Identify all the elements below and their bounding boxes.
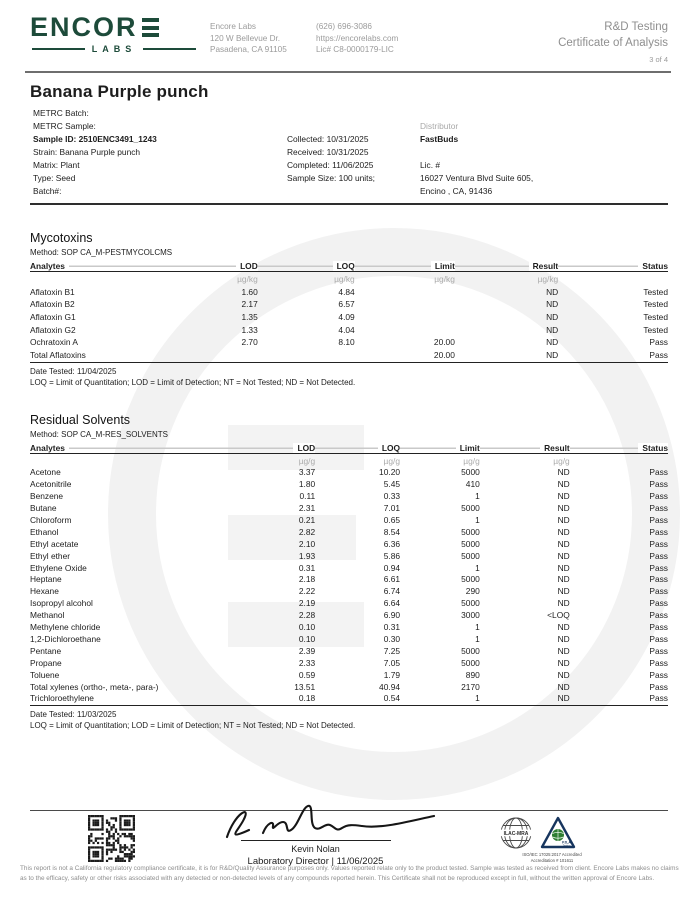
cell-loq: 0.65 xyxy=(383,514,401,525)
cell-status: Pass xyxy=(649,598,668,609)
signer-name: Kevin Nolan xyxy=(291,844,340,854)
cell-lod: 1.93 xyxy=(298,550,316,561)
lab-phone: (626) 696-3086 xyxy=(316,22,372,31)
sample-fields xyxy=(33,107,287,198)
cell-status: Pass xyxy=(649,693,668,704)
qr-code xyxy=(88,815,135,862)
table-row xyxy=(30,527,668,539)
cell-loq: 1.79 xyxy=(383,669,401,680)
col-result: Result xyxy=(455,261,558,272)
cell-limit: 20.00 xyxy=(433,350,455,361)
col-status: Status xyxy=(570,443,668,454)
cell-limit: 1 xyxy=(475,622,480,633)
report-type-block xyxy=(558,20,668,64)
cell-limit xyxy=(355,311,455,324)
cell-loq: 40.94 xyxy=(379,681,401,692)
lab-street: 120 W Bellevue Dr. xyxy=(210,33,281,43)
table-row xyxy=(30,622,668,634)
svg-text:ILAC-MRA: ILAC-MRA xyxy=(503,830,529,837)
cell-lod xyxy=(170,349,257,362)
table-row xyxy=(30,693,668,705)
col-status: Status xyxy=(558,261,668,272)
cell-loq: 0.31 xyxy=(383,622,401,633)
units-result: µg/kg xyxy=(537,274,559,285)
mycotoxins-method: Method: SOP CA_M-PESTMYCOLCMS xyxy=(30,248,173,258)
mycotoxins-date-tested: Date Tested: 11/04/2025 xyxy=(30,366,117,376)
signature-block xyxy=(135,797,496,867)
mycotoxins-table xyxy=(30,261,668,363)
cell-lod: 0.18 xyxy=(298,693,316,704)
distributor-license-label: Lic. # xyxy=(420,160,441,171)
mycotoxins-section xyxy=(30,231,668,387)
residual-solvents-units-row xyxy=(30,453,668,467)
cell-loq: 6.74 xyxy=(383,586,401,597)
cell-loq: 7.01 xyxy=(383,502,401,513)
cell-limit: 1 xyxy=(475,491,480,502)
col-lod: LOD xyxy=(170,261,257,272)
table-row xyxy=(30,491,668,503)
cell-loq: 6.61 xyxy=(383,574,401,585)
cell-result: ND xyxy=(557,598,570,609)
cell-result: ND xyxy=(546,286,559,297)
table-row xyxy=(30,574,668,586)
cell-analyte: Propane xyxy=(30,657,62,668)
table-row xyxy=(30,551,668,563)
cell-limit: 1 xyxy=(475,693,480,704)
sample-field-line: Strain: Banana Purple punch xyxy=(33,147,141,158)
cell-analyte: Benzene xyxy=(30,491,64,502)
table-row xyxy=(30,286,668,299)
svg-text:PJLA: PJLA xyxy=(562,840,571,845)
cell-loq: 6.36 xyxy=(383,538,401,549)
table-row xyxy=(30,324,668,337)
cell-analyte: Isopropyl alcohol xyxy=(30,598,93,609)
table-row xyxy=(30,586,668,598)
cell-analyte: Methanol xyxy=(30,610,65,621)
units-blank xyxy=(30,453,221,467)
lab-contact-block xyxy=(316,21,398,56)
cell-status: Pass xyxy=(649,633,668,644)
cell-lod: 2.70 xyxy=(241,337,258,348)
col-limit: Limit xyxy=(355,261,455,272)
col-loq: LOQ xyxy=(258,261,355,272)
cell-status: Pass xyxy=(649,538,668,549)
units-lod: µg/g xyxy=(298,455,316,466)
cell-analyte: Heptane xyxy=(30,574,62,585)
cell-status: Pass xyxy=(649,657,668,668)
cell-limit: 20.00 xyxy=(433,337,455,348)
sample-date-line: Received: 10/31/2025 xyxy=(287,147,369,158)
cell-analyte: Ethylene Oxide xyxy=(30,562,87,573)
units-blank xyxy=(30,272,170,286)
cell-lod: 1.33 xyxy=(241,324,258,335)
report-title: Certificate of Analysis xyxy=(558,36,668,49)
cell-status: Pass xyxy=(649,479,668,490)
sample-field-line: METRC Sample: xyxy=(33,121,96,132)
cell-loq xyxy=(258,349,355,362)
cell-analyte: Pentane xyxy=(30,645,62,656)
residual-solvents-date-tested: Date Tested: 11/03/2025 xyxy=(30,710,117,720)
signature-underline xyxy=(241,840,391,841)
cell-limit: 5000 xyxy=(461,526,480,537)
cell-loq: 8.10 xyxy=(338,337,355,348)
cell-result: ND xyxy=(546,324,559,335)
cell-lod: 2.82 xyxy=(298,526,316,537)
accreditation-standard: ISO/IEC 17025:2017 Accredited xyxy=(522,852,582,857)
cell-limit: 5000 xyxy=(461,657,480,668)
table-row xyxy=(30,479,668,491)
cell-analyte: Total xylenes (ortho-, meta-, para-) xyxy=(30,681,159,692)
col-result: Result xyxy=(480,443,570,454)
table-row xyxy=(30,298,668,311)
lab-name: Encore Labs xyxy=(210,22,256,31)
table-row xyxy=(30,336,668,349)
cell-loq: 5.86 xyxy=(383,550,401,561)
table-row xyxy=(30,670,668,682)
cell-lod: 2.18 xyxy=(298,574,316,585)
cell-status: Pass xyxy=(649,526,668,537)
mycotoxins-legend: LOQ = Limit of Quantitation; LOD = Limit of Detection; NT = Not Tested; ND = Not Detected. xyxy=(30,377,356,387)
residual-solvents-section xyxy=(30,413,668,731)
cell-limit: 290 xyxy=(465,586,480,597)
cell-status: Pass xyxy=(649,467,668,478)
cell-status: Pass xyxy=(649,610,668,621)
table-row xyxy=(30,349,668,362)
cell-limit: 5000 xyxy=(461,467,480,478)
table-row xyxy=(30,515,668,527)
cell-result: ND xyxy=(546,350,559,361)
lab-website-link[interactable]: https://encorelabs.com xyxy=(316,33,399,43)
cell-status: Pass xyxy=(649,622,668,633)
cell-status: Pass xyxy=(649,586,668,597)
page-title: Banana Purple punch xyxy=(30,82,209,102)
disclaimer-text: This report is not a California regulatory compliance certificate, it is for R&D/Quality Assurance purposes only. Values reported relate only to the product tested. Sample was tested as received from client. Encore Labs makes no claims as to the efficacy, safety or other risks associated with any detected or non-detected levels of any compounds reported herein. This Certificate shall not be reproduced except in full, without the written approval of Encore Labs. xyxy=(20,865,679,882)
table-row xyxy=(30,539,668,551)
cell-result: ND xyxy=(557,562,570,573)
cell-analyte: Toluene xyxy=(30,669,60,680)
cell-limit xyxy=(355,286,455,299)
cell-loq: 7.25 xyxy=(383,645,401,656)
cell-limit: 1 xyxy=(475,562,480,573)
sample-field-line: Type: Seed xyxy=(33,173,76,184)
sample-field-line: Batch#: xyxy=(33,186,62,197)
cell-result: ND xyxy=(557,479,570,490)
cell-analyte: Ethanol xyxy=(30,526,59,537)
cell-lod: 0.11 xyxy=(299,491,316,502)
spacer xyxy=(420,146,668,159)
cell-limit: 5000 xyxy=(461,502,480,513)
report-type: R&D Testing xyxy=(604,21,668,33)
units-blank xyxy=(570,453,668,467)
sample-date-line: Completed: 11/06/2025 xyxy=(287,160,374,171)
cell-lod: 3.37 xyxy=(298,467,316,478)
cell-lod: 0.21 xyxy=(298,514,316,525)
cell-status: Pass xyxy=(649,502,668,513)
cell-lod: 2.28 xyxy=(298,610,316,621)
cell-lod: 1.60 xyxy=(241,286,258,297)
distributor-address-2: Encino , CA, 91436 xyxy=(420,186,493,197)
sample-divider xyxy=(30,203,668,205)
sample-field-line: Sample ID: 2510ENC3491_1243 xyxy=(33,134,157,145)
cell-result: ND xyxy=(557,586,570,597)
cell-loq: 6.57 xyxy=(338,299,355,310)
accreditation-block xyxy=(496,815,596,874)
residual-solvents-legend: LOQ = Limit of Quantitation; LOD = Limit of Detection; NT = Not Tested; ND = Not Detected. xyxy=(30,721,356,731)
cell-loq: 10.20 xyxy=(379,467,401,478)
logo-rule-left xyxy=(32,48,85,50)
units-result: µg/g xyxy=(553,455,570,466)
cell-result: ND xyxy=(557,633,570,644)
cell-loq: 4.84 xyxy=(338,286,355,297)
units-loq: µg/kg xyxy=(334,274,355,285)
cell-loq: 6.90 xyxy=(383,610,401,621)
cell-loq: 8.54 xyxy=(383,526,401,537)
mycotoxins-header-row xyxy=(30,261,668,272)
logo-labs-text: LABS xyxy=(91,44,137,54)
col-lod: LOD xyxy=(221,443,315,454)
logo-wordmark: ENCOR xyxy=(30,12,138,42)
cell-analyte: Acetonitrile xyxy=(30,479,72,490)
distributor-name: FastBuds xyxy=(420,134,459,145)
cell-limit: 5000 xyxy=(461,645,480,656)
accreditation-logos xyxy=(496,815,596,869)
cell-status: Pass xyxy=(649,562,668,573)
cell-analyte: Chloroform xyxy=(30,514,72,525)
cell-loq: 0.33 xyxy=(383,491,401,502)
cell-limit xyxy=(355,324,455,337)
cell-limit: 5000 xyxy=(461,538,480,549)
cell-limit: 410 xyxy=(465,479,480,490)
cell-status: Pass xyxy=(649,550,668,561)
cell-result: ND xyxy=(557,669,570,680)
cell-lod: 13.51 xyxy=(294,681,316,692)
page-indicator: 3 of 4 xyxy=(649,55,668,65)
cell-loq: 4.09 xyxy=(338,311,355,322)
cell-analyte: Total Aflatoxins xyxy=(30,350,86,361)
units-lod: µg/kg xyxy=(237,274,258,285)
sample-field-line: METRC Batch: xyxy=(33,108,89,119)
cell-result: ND xyxy=(557,550,570,561)
col-analytes: Analytes xyxy=(30,443,221,454)
cell-status: Tested xyxy=(643,324,668,335)
cell-analyte: Butane xyxy=(30,502,57,513)
cell-lod: 1.35 xyxy=(241,311,258,322)
cell-result: ND xyxy=(557,645,570,656)
col-limit: Limit xyxy=(400,443,480,454)
cell-loq: 7.05 xyxy=(383,657,401,668)
cell-result: ND xyxy=(557,502,570,513)
cell-limit xyxy=(355,298,455,311)
cell-limit: 890 xyxy=(465,669,480,680)
cell-result: ND xyxy=(546,311,559,322)
cell-analyte: Aflatoxin B1 xyxy=(30,286,75,297)
cell-analyte: 1,2-Dichloroethane xyxy=(30,633,101,644)
logo-rule-right xyxy=(143,48,196,50)
cell-status: Tested xyxy=(643,286,668,297)
col-analytes: Analytes xyxy=(30,261,170,272)
table-row xyxy=(30,682,668,694)
cell-result: ND xyxy=(557,514,570,525)
cell-analyte: Aflatoxin G1 xyxy=(30,311,76,322)
cell-lod: 2.39 xyxy=(298,645,316,656)
table-row xyxy=(30,610,668,622)
sample-date-line: Sample Size: 100 units; xyxy=(287,173,375,184)
section-title-mycotoxins: Mycotoxins xyxy=(30,231,93,246)
signer-title: Laboratory Director | 11/06/2025 xyxy=(247,856,384,867)
cell-status: Pass xyxy=(649,337,668,348)
table-row xyxy=(30,563,668,575)
cell-loq: 0.30 xyxy=(383,633,401,644)
units-loq: µg/g xyxy=(383,455,401,466)
document-header xyxy=(30,14,668,64)
sample-field-line: Matrix: Plant xyxy=(33,160,80,171)
cell-lod: 0.31 xyxy=(298,562,316,573)
cell-analyte: Methylene chloride xyxy=(30,622,101,633)
cell-result: ND xyxy=(557,467,570,478)
cell-result: ND xyxy=(557,622,570,633)
cell-lod: 2.22 xyxy=(298,586,316,597)
signature-image xyxy=(191,797,441,849)
logo-stylized-e-icon xyxy=(142,18,159,37)
units-limit: µg/kg xyxy=(434,274,455,285)
col-loq: LOQ xyxy=(315,443,400,454)
lab-license: Lic# C8-0000179-LIC xyxy=(316,45,394,55)
cell-limit: 3000 xyxy=(461,610,480,621)
cell-limit: 1 xyxy=(475,633,480,644)
cell-limit: 2170 xyxy=(461,681,480,692)
residual-solvents-method: Method: SOP CA_M-RES_SOLVENTS xyxy=(30,429,168,439)
distributor-address-1: 16027 Ventura Blvd Suite 605, xyxy=(420,173,534,184)
cell-analyte: Trichloroethylene xyxy=(30,693,94,704)
encore-labs-logo xyxy=(30,14,198,54)
cell-loq: 0.54 xyxy=(383,693,401,704)
cell-limit: 1 xyxy=(475,514,480,525)
cell-lod: 2.17 xyxy=(241,299,258,310)
accreditation-number: Accreditation # 101611 xyxy=(530,858,574,863)
sample-date-line: Collected: 10/31/2025 xyxy=(287,134,369,145)
distributor-block xyxy=(420,107,668,198)
cell-lod: 1.80 xyxy=(298,479,316,490)
cell-status: Tested xyxy=(643,299,668,310)
cell-status: Pass xyxy=(649,681,668,692)
cell-result: ND xyxy=(557,538,570,549)
lab-address-block xyxy=(210,21,302,56)
cell-result: ND xyxy=(557,657,570,668)
cell-result: ND xyxy=(557,526,570,537)
cell-result: ND xyxy=(557,693,570,704)
cell-status: Pass xyxy=(649,514,668,525)
cell-loq: 0.94 xyxy=(383,562,401,573)
table-row xyxy=(30,598,668,610)
cell-lod: 2.10 xyxy=(298,538,316,549)
table-row xyxy=(30,634,668,646)
pjla-icon xyxy=(542,818,574,847)
cell-loq: 5.45 xyxy=(383,479,401,490)
table-row xyxy=(30,646,668,658)
cell-lod: 0.10 xyxy=(298,622,316,633)
cell-loq: 6.64 xyxy=(383,598,401,609)
cell-status: Pass xyxy=(649,574,668,585)
table-row xyxy=(30,503,668,515)
mycotoxins-units-row xyxy=(30,272,668,286)
cell-result: ND xyxy=(546,299,559,310)
cell-status: Pass xyxy=(649,491,668,502)
header-divider xyxy=(25,71,671,73)
sample-dates xyxy=(287,107,420,198)
cell-analyte: Ethyl acetate xyxy=(30,538,79,549)
lab-city: Pasadena, CA 91105 xyxy=(210,45,287,55)
units-blank xyxy=(558,272,668,286)
cell-result: ND xyxy=(557,681,570,692)
cell-status: Pass xyxy=(649,669,668,680)
cell-limit: 5000 xyxy=(461,550,480,561)
table-row xyxy=(30,311,668,324)
residual-solvents-header-row xyxy=(30,443,668,454)
cell-limit: 5000 xyxy=(461,598,480,609)
cell-result: ND xyxy=(557,491,570,502)
residual-solvents-table xyxy=(30,443,668,707)
cell-result: ND xyxy=(557,574,570,585)
units-limit: µg/g xyxy=(463,455,480,466)
cell-analyte: Acetone xyxy=(30,467,61,478)
cell-analyte: Ethyl ether xyxy=(30,550,71,561)
cell-loq: 4.04 xyxy=(338,324,355,335)
cell-analyte: Ochratoxin A xyxy=(30,337,78,348)
cell-lod: 0.59 xyxy=(298,669,316,680)
cell-limit: 5000 xyxy=(461,574,480,585)
cell-status: Tested xyxy=(643,311,668,322)
cell-analyte: Aflatoxin B2 xyxy=(30,299,75,310)
cell-lod: 2.33 xyxy=(298,657,316,668)
sample-info xyxy=(30,107,668,198)
cell-status: Pass xyxy=(649,350,668,361)
cell-lod: 0.10 xyxy=(298,633,316,644)
cell-lod: 2.31 xyxy=(298,502,316,513)
table-row xyxy=(30,467,668,479)
cell-analyte: Aflatoxin G2 xyxy=(30,324,76,335)
svg-text:Testing: Testing xyxy=(562,844,571,848)
cell-result: <LOQ xyxy=(547,610,570,621)
cell-analyte: Hexane xyxy=(30,586,59,597)
cell-lod: 2.19 xyxy=(298,598,316,609)
section-title-residual-solvents: Residual Solvents xyxy=(30,412,131,427)
cell-status: Pass xyxy=(649,645,668,656)
cell-result: ND xyxy=(546,337,559,348)
distributor-label: Distributor xyxy=(420,121,459,132)
table-row xyxy=(30,658,668,670)
signature-footer xyxy=(30,810,668,874)
